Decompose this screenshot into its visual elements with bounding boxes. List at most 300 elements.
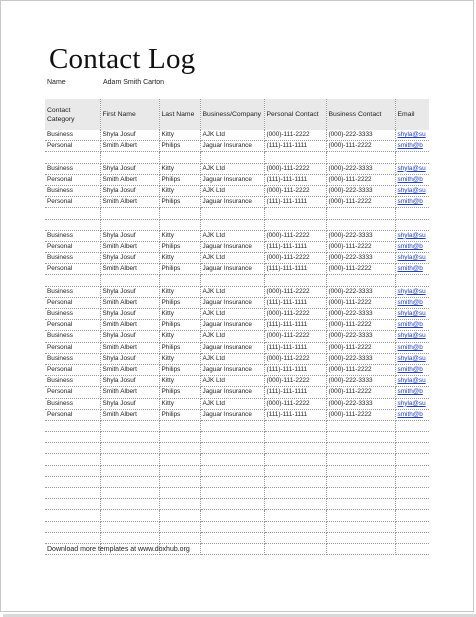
cell-company: [200, 275, 264, 286]
table-row: [45, 521, 429, 532]
cell-category: [45, 219, 100, 230]
cell-business-contact: [326, 521, 395, 532]
table-row: [45, 364, 429, 375]
cell-category: Personal: [45, 320, 100, 331]
cell-first-name: Smith Albert: [100, 364, 159, 375]
table-row: [45, 141, 429, 152]
cell-last-name: Kitty: [159, 163, 200, 174]
cell-email: [395, 432, 429, 443]
table-row: [45, 510, 429, 521]
cell-first-name: [100, 443, 159, 454]
cell-personal-contact: (000)-111-2222: [264, 331, 326, 342]
cell-personal-contact: [264, 208, 326, 219]
table-row: [45, 320, 429, 331]
cell-company: Jaguar Insurance: [200, 409, 264, 420]
cell-business-contact: (000)-222-3333: [326, 130, 395, 141]
cell-email[interactable]: shyla@su: [395, 286, 429, 297]
footer-note: Download more templates at www.doxhub.org: [47, 546, 190, 553]
cell-first-name: [100, 454, 159, 465]
cell-business-contact: [326, 420, 395, 431]
cell-personal-contact: (111)-111-1111: [264, 342, 326, 353]
cell-email[interactable]: smith@b: [395, 197, 429, 208]
cell-company: Jaguar Insurance: [200, 197, 264, 208]
cell-email[interactable]: shyla@su: [395, 253, 429, 264]
cell-company: AJK Ltd: [200, 163, 264, 174]
cell-company: [200, 465, 264, 476]
cell-company: [200, 443, 264, 454]
cell-category: Personal: [45, 342, 100, 353]
cell-email: [395, 510, 429, 521]
cell-category: [45, 499, 100, 510]
cell-last-name: Philips: [159, 364, 200, 375]
cell-company: [200, 521, 264, 532]
cell-first-name: [100, 275, 159, 286]
cell-personal-contact: (111)-111-1111: [264, 320, 326, 331]
cell-business-contact: (000)-111-2222: [326, 197, 395, 208]
cell-company: AJK Ltd: [200, 353, 264, 364]
cell-business-contact: [326, 465, 395, 476]
cell-last-name: Philips: [159, 387, 200, 398]
cell-email[interactable]: smith@b: [395, 297, 429, 308]
cell-company: [200, 420, 264, 431]
cell-company: AJK Ltd: [200, 253, 264, 264]
table-row: [45, 476, 429, 487]
cell-last-name: [159, 208, 200, 219]
cell-first-name: Shyla Josuf: [100, 163, 159, 174]
cell-email[interactable]: shyla@su: [395, 353, 429, 364]
cell-email[interactable]: smith@b: [395, 364, 429, 375]
cell-first-name: [100, 521, 159, 532]
column-header-business-contact: Business Contact: [326, 99, 395, 130]
cell-category: Personal: [45, 174, 100, 185]
table-row: [45, 443, 429, 454]
cell-category: Business: [45, 376, 100, 387]
column-header-company: Business/Company: [200, 99, 264, 130]
cell-company: AJK Ltd: [200, 286, 264, 297]
cell-business-contact: (000)-222-3333: [326, 331, 395, 342]
cell-last-name: Kitty: [159, 376, 200, 387]
cell-company: [200, 532, 264, 543]
cell-email[interactable]: smith@b: [395, 264, 429, 275]
cell-first-name: Shyla Josuf: [100, 309, 159, 320]
cell-company: [200, 219, 264, 230]
table-row: [45, 454, 429, 465]
cell-company: Jaguar Insurance: [200, 141, 264, 152]
cell-last-name: Philips: [159, 409, 200, 420]
cell-business-contact: [326, 543, 395, 554]
cell-last-name: [159, 476, 200, 487]
cell-personal-contact: (111)-111-1111: [264, 197, 326, 208]
table-row: [45, 130, 429, 141]
cell-category: Personal: [45, 197, 100, 208]
cell-company: Jaguar Insurance: [200, 264, 264, 275]
cell-category: Business: [45, 331, 100, 342]
cell-first-name: Smith Albert: [100, 297, 159, 308]
cell-first-name: Smith Albert: [100, 174, 159, 185]
cell-first-name: [100, 420, 159, 431]
cell-business-contact: (000)-222-3333: [326, 163, 395, 174]
cell-company: [200, 543, 264, 554]
name-label: Name: [47, 79, 66, 86]
cell-first-name: Smith Albert: [100, 387, 159, 398]
table-row: [45, 253, 429, 264]
cell-email[interactable]: shyla@su: [395, 309, 429, 320]
cell-business-contact: (000)-111-2222: [326, 297, 395, 308]
cell-email[interactable]: smith@b: [395, 409, 429, 420]
cell-last-name: Kitty: [159, 309, 200, 320]
table-row: [45, 353, 429, 364]
cell-business-contact: (000)-111-2222: [326, 342, 395, 353]
table-row: [45, 465, 429, 476]
cell-last-name: Philips: [159, 297, 200, 308]
name-value: Adam Smith Carton: [103, 79, 165, 86]
cell-last-name: [159, 488, 200, 499]
table-row: [45, 409, 429, 420]
cell-email: [395, 208, 429, 219]
cell-personal-contact: (000)-111-2222: [264, 230, 326, 241]
table-row: [45, 432, 429, 443]
cell-email: [395, 465, 429, 476]
cell-email: [395, 219, 429, 230]
cell-email[interactable]: shyla@su: [395, 331, 429, 342]
cell-category: [45, 454, 100, 465]
cell-category: [45, 275, 100, 286]
cell-personal-contact: (111)-111-1111: [264, 364, 326, 375]
cell-last-name: Philips: [159, 320, 200, 331]
cell-last-name: Philips: [159, 241, 200, 252]
cell-personal-contact: (111)-111-1111: [264, 264, 326, 275]
cell-category: [45, 152, 100, 163]
cell-first-name: [100, 510, 159, 521]
table-row: [45, 264, 429, 275]
cell-personal-contact: [264, 499, 326, 510]
cell-company: Jaguar Insurance: [200, 297, 264, 308]
cell-first-name: [100, 532, 159, 543]
cell-company: [200, 476, 264, 487]
table-row: [45, 532, 429, 543]
cell-company: [200, 208, 264, 219]
table-row: [45, 387, 429, 398]
cell-email[interactable]: smith@b: [395, 241, 429, 252]
cell-last-name: [159, 152, 200, 163]
cell-personal-contact: [264, 275, 326, 286]
cell-last-name: Philips: [159, 342, 200, 353]
cell-personal-contact: (111)-111-1111: [264, 241, 326, 252]
cell-personal-contact: (000)-111-2222: [264, 286, 326, 297]
cell-business-contact: (000)-111-2222: [326, 364, 395, 375]
cell-business-contact: (000)-111-2222: [326, 241, 395, 252]
cell-category: Business: [45, 163, 100, 174]
cell-personal-contact: (000)-111-2222: [264, 353, 326, 364]
cell-first-name: [100, 432, 159, 443]
cell-first-name: Smith Albert: [100, 197, 159, 208]
cell-business-contact: (000)-111-2222: [326, 264, 395, 275]
cell-business-contact: (000)-222-3333: [326, 230, 395, 241]
cell-email[interactable]: smith@b: [395, 141, 429, 152]
cell-personal-contact: (000)-111-2222: [264, 130, 326, 141]
cell-first-name: Shyla Josuf: [100, 331, 159, 342]
column-header-email: Email: [395, 99, 429, 130]
cell-last-name: Kitty: [159, 286, 200, 297]
cell-personal-contact: [264, 543, 326, 554]
contact-table: [45, 99, 429, 555]
cell-first-name: [100, 476, 159, 487]
cell-company: [200, 454, 264, 465]
cell-category: Personal: [45, 387, 100, 398]
cell-last-name: Philips: [159, 197, 200, 208]
table-row: [45, 208, 429, 219]
cell-personal-contact: [264, 476, 326, 487]
cell-email: [395, 543, 429, 554]
cell-business-contact: [326, 510, 395, 521]
cell-personal-contact: [264, 465, 326, 476]
cell-email[interactable]: smith@b: [395, 387, 429, 398]
cell-first-name: Shyla Josuf: [100, 376, 159, 387]
cell-personal-contact: (000)-111-2222: [264, 185, 326, 196]
cell-email: [395, 275, 429, 286]
cell-category: Business: [45, 230, 100, 241]
cell-category: Personal: [45, 241, 100, 252]
cell-last-name: Kitty: [159, 253, 200, 264]
cell-email: [395, 476, 429, 487]
cell-business-contact: (000)-111-2222: [326, 320, 395, 331]
cell-category: [45, 208, 100, 219]
table-row: [45, 174, 429, 185]
cell-category: Personal: [45, 297, 100, 308]
cell-company: AJK Ltd: [200, 398, 264, 409]
cell-last-name: Kitty: [159, 331, 200, 342]
cell-category: Business: [45, 353, 100, 364]
table-row: [45, 297, 429, 308]
cell-category: Business: [45, 398, 100, 409]
cell-business-contact: [326, 454, 395, 465]
table-row: [45, 163, 429, 174]
cell-first-name: Shyla Josuf: [100, 230, 159, 241]
table-row: [45, 342, 429, 353]
cell-personal-contact: [264, 219, 326, 230]
table-row: [45, 230, 429, 241]
cell-company: [200, 510, 264, 521]
table-row: [45, 309, 429, 320]
cell-last-name: Kitty: [159, 353, 200, 364]
cell-last-name: Philips: [159, 141, 200, 152]
cell-first-name: Smith Albert: [100, 264, 159, 275]
cell-last-name: [159, 454, 200, 465]
cell-business-contact: (000)-111-2222: [326, 174, 395, 185]
cell-first-name: Shyla Josuf: [100, 286, 159, 297]
cell-category: [45, 420, 100, 431]
cell-first-name: [100, 219, 159, 230]
cell-first-name: Shyla Josuf: [100, 130, 159, 141]
cell-category: Business: [45, 253, 100, 264]
cell-personal-contact: (000)-111-2222: [264, 398, 326, 409]
cell-company: Jaguar Insurance: [200, 320, 264, 331]
table-row: [45, 499, 429, 510]
cell-first-name: [100, 499, 159, 510]
cell-last-name: Kitty: [159, 398, 200, 409]
cell-company: AJK Ltd: [200, 130, 264, 141]
cell-first-name: [100, 465, 159, 476]
table-row: [45, 152, 429, 163]
cell-category: Business: [45, 309, 100, 320]
cell-personal-contact: [264, 510, 326, 521]
cell-business-contact: [326, 275, 395, 286]
cell-email: [395, 521, 429, 532]
cell-email: [395, 532, 429, 543]
cell-personal-contact: (111)-111-1111: [264, 409, 326, 420]
cell-business-contact: [326, 499, 395, 510]
table-row: [45, 275, 429, 286]
cell-company: AJK Ltd: [200, 185, 264, 196]
cell-email[interactable]: shyla@su: [395, 130, 429, 141]
cell-first-name: Smith Albert: [100, 141, 159, 152]
cell-personal-contact: (000)-111-2222: [264, 309, 326, 320]
cell-personal-contact: (000)-111-2222: [264, 163, 326, 174]
cell-last-name: [159, 275, 200, 286]
cell-company: [200, 488, 264, 499]
page-title: Contact Log: [49, 43, 196, 75]
cell-last-name: [159, 219, 200, 230]
cell-personal-contact: [264, 432, 326, 443]
cell-last-name: [159, 532, 200, 543]
cell-company: AJK Ltd: [200, 376, 264, 387]
cell-personal-contact: [264, 454, 326, 465]
cell-first-name: Shyla Josuf: [100, 185, 159, 196]
cell-category: Business: [45, 286, 100, 297]
cell-email[interactable]: smith@b: [395, 342, 429, 353]
cell-first-name: Smith Albert: [100, 241, 159, 252]
cell-email[interactable]: shyla@su: [395, 230, 429, 241]
table-row: [45, 241, 429, 252]
cell-business-contact: (000)-222-3333: [326, 286, 395, 297]
cell-business-contact: [326, 532, 395, 543]
cell-personal-contact: [264, 420, 326, 431]
cell-last-name: Kitty: [159, 230, 200, 241]
cell-category: [45, 521, 100, 532]
cell-business-contact: (000)-111-2222: [326, 141, 395, 152]
cell-company: AJK Ltd: [200, 331, 264, 342]
cell-last-name: Philips: [159, 174, 200, 185]
cell-business-contact: (000)-222-3333: [326, 309, 395, 320]
cell-personal-contact: [264, 488, 326, 499]
cell-category: [45, 476, 100, 487]
cell-email: [395, 152, 429, 163]
cell-last-name: [159, 499, 200, 510]
cell-category: [45, 432, 100, 443]
cell-personal-contact: [264, 532, 326, 543]
table-row: [45, 185, 429, 196]
cell-email[interactable]: smith@b: [395, 174, 429, 185]
cell-personal-contact: (111)-111-1111: [264, 174, 326, 185]
cell-first-name: [100, 152, 159, 163]
cell-first-name: Smith Albert: [100, 342, 159, 353]
cell-last-name: [159, 510, 200, 521]
cell-category: Business: [45, 130, 100, 141]
table-row: [45, 488, 429, 499]
cell-business-contact: (000)-222-3333: [326, 253, 395, 264]
column-header-last-name: Last Name: [159, 99, 200, 130]
cell-business-contact: (000)-111-2222: [326, 409, 395, 420]
cell-last-name: [159, 521, 200, 532]
cell-last-name: Philips: [159, 264, 200, 275]
cell-company: Jaguar Insurance: [200, 241, 264, 252]
cell-business-contact: (000)-222-3333: [326, 185, 395, 196]
cell-category: [45, 465, 100, 476]
cell-business-contact: (000)-111-2222: [326, 387, 395, 398]
cell-business-contact: [326, 219, 395, 230]
cell-business-contact: [326, 488, 395, 499]
table-row: [45, 219, 429, 230]
cell-business-contact: [326, 152, 395, 163]
cell-category: Personal: [45, 364, 100, 375]
cell-category: [45, 443, 100, 454]
cell-category: [45, 510, 100, 521]
cell-company: Jaguar Insurance: [200, 387, 264, 398]
cell-email: [395, 488, 429, 499]
cell-category: [45, 532, 100, 543]
cell-category: Personal: [45, 264, 100, 275]
cell-first-name: [100, 488, 159, 499]
cell-personal-contact: [264, 443, 326, 454]
cell-email[interactable]: shyla@su: [395, 185, 429, 196]
cell-business-contact: [326, 432, 395, 443]
cell-first-name: [100, 208, 159, 219]
cell-personal-contact: (000)-111-2222: [264, 376, 326, 387]
cell-last-name: Kitty: [159, 130, 200, 141]
table-row: [45, 197, 429, 208]
cell-email[interactable]: smith@b: [395, 320, 429, 331]
cell-business-contact: [326, 476, 395, 487]
table-row: [45, 398, 429, 409]
cell-category: Personal: [45, 141, 100, 152]
cell-email: [395, 499, 429, 510]
cell-email: [395, 454, 429, 465]
cell-company: [200, 499, 264, 510]
cell-last-name: [159, 465, 200, 476]
contact-table-wrapper: [45, 99, 429, 555]
cell-personal-contact: (000)-111-2222: [264, 253, 326, 264]
cell-last-name: [159, 420, 200, 431]
cell-first-name: Shyla Josuf: [100, 398, 159, 409]
table-row: [45, 420, 429, 431]
cell-email: [395, 443, 429, 454]
cell-email[interactable]: shyla@su: [395, 376, 429, 387]
column-header-personal-contact: Personal Contact: [264, 99, 326, 130]
cell-company: AJK Ltd: [200, 230, 264, 241]
cell-business-contact: [326, 208, 395, 219]
cell-email: [395, 420, 429, 431]
cell-email[interactable]: shyla@su: [395, 398, 429, 409]
cell-company: AJK Ltd: [200, 309, 264, 320]
cell-category: Personal: [45, 409, 100, 420]
cell-personal-contact: (111)-111-1111: [264, 387, 326, 398]
cell-business-contact: (000)-222-3333: [326, 398, 395, 409]
cell-business-contact: (000)-222-3333: [326, 376, 395, 387]
cell-first-name: Shyla Josuf: [100, 253, 159, 264]
cell-business-contact: [326, 443, 395, 454]
cell-company: Jaguar Insurance: [200, 174, 264, 185]
cell-personal-contact: (111)-111-1111: [264, 297, 326, 308]
table-row: [45, 286, 429, 297]
table-row: [45, 331, 429, 342]
cell-personal-contact: (111)-111-1111: [264, 141, 326, 152]
cell-last-name: [159, 443, 200, 454]
table-header-row: [45, 99, 429, 130]
cell-first-name: Shyla Josuf: [100, 353, 159, 364]
cell-company: [200, 152, 264, 163]
table-row: [45, 376, 429, 387]
cell-email[interactable]: shyla@su: [395, 163, 429, 174]
